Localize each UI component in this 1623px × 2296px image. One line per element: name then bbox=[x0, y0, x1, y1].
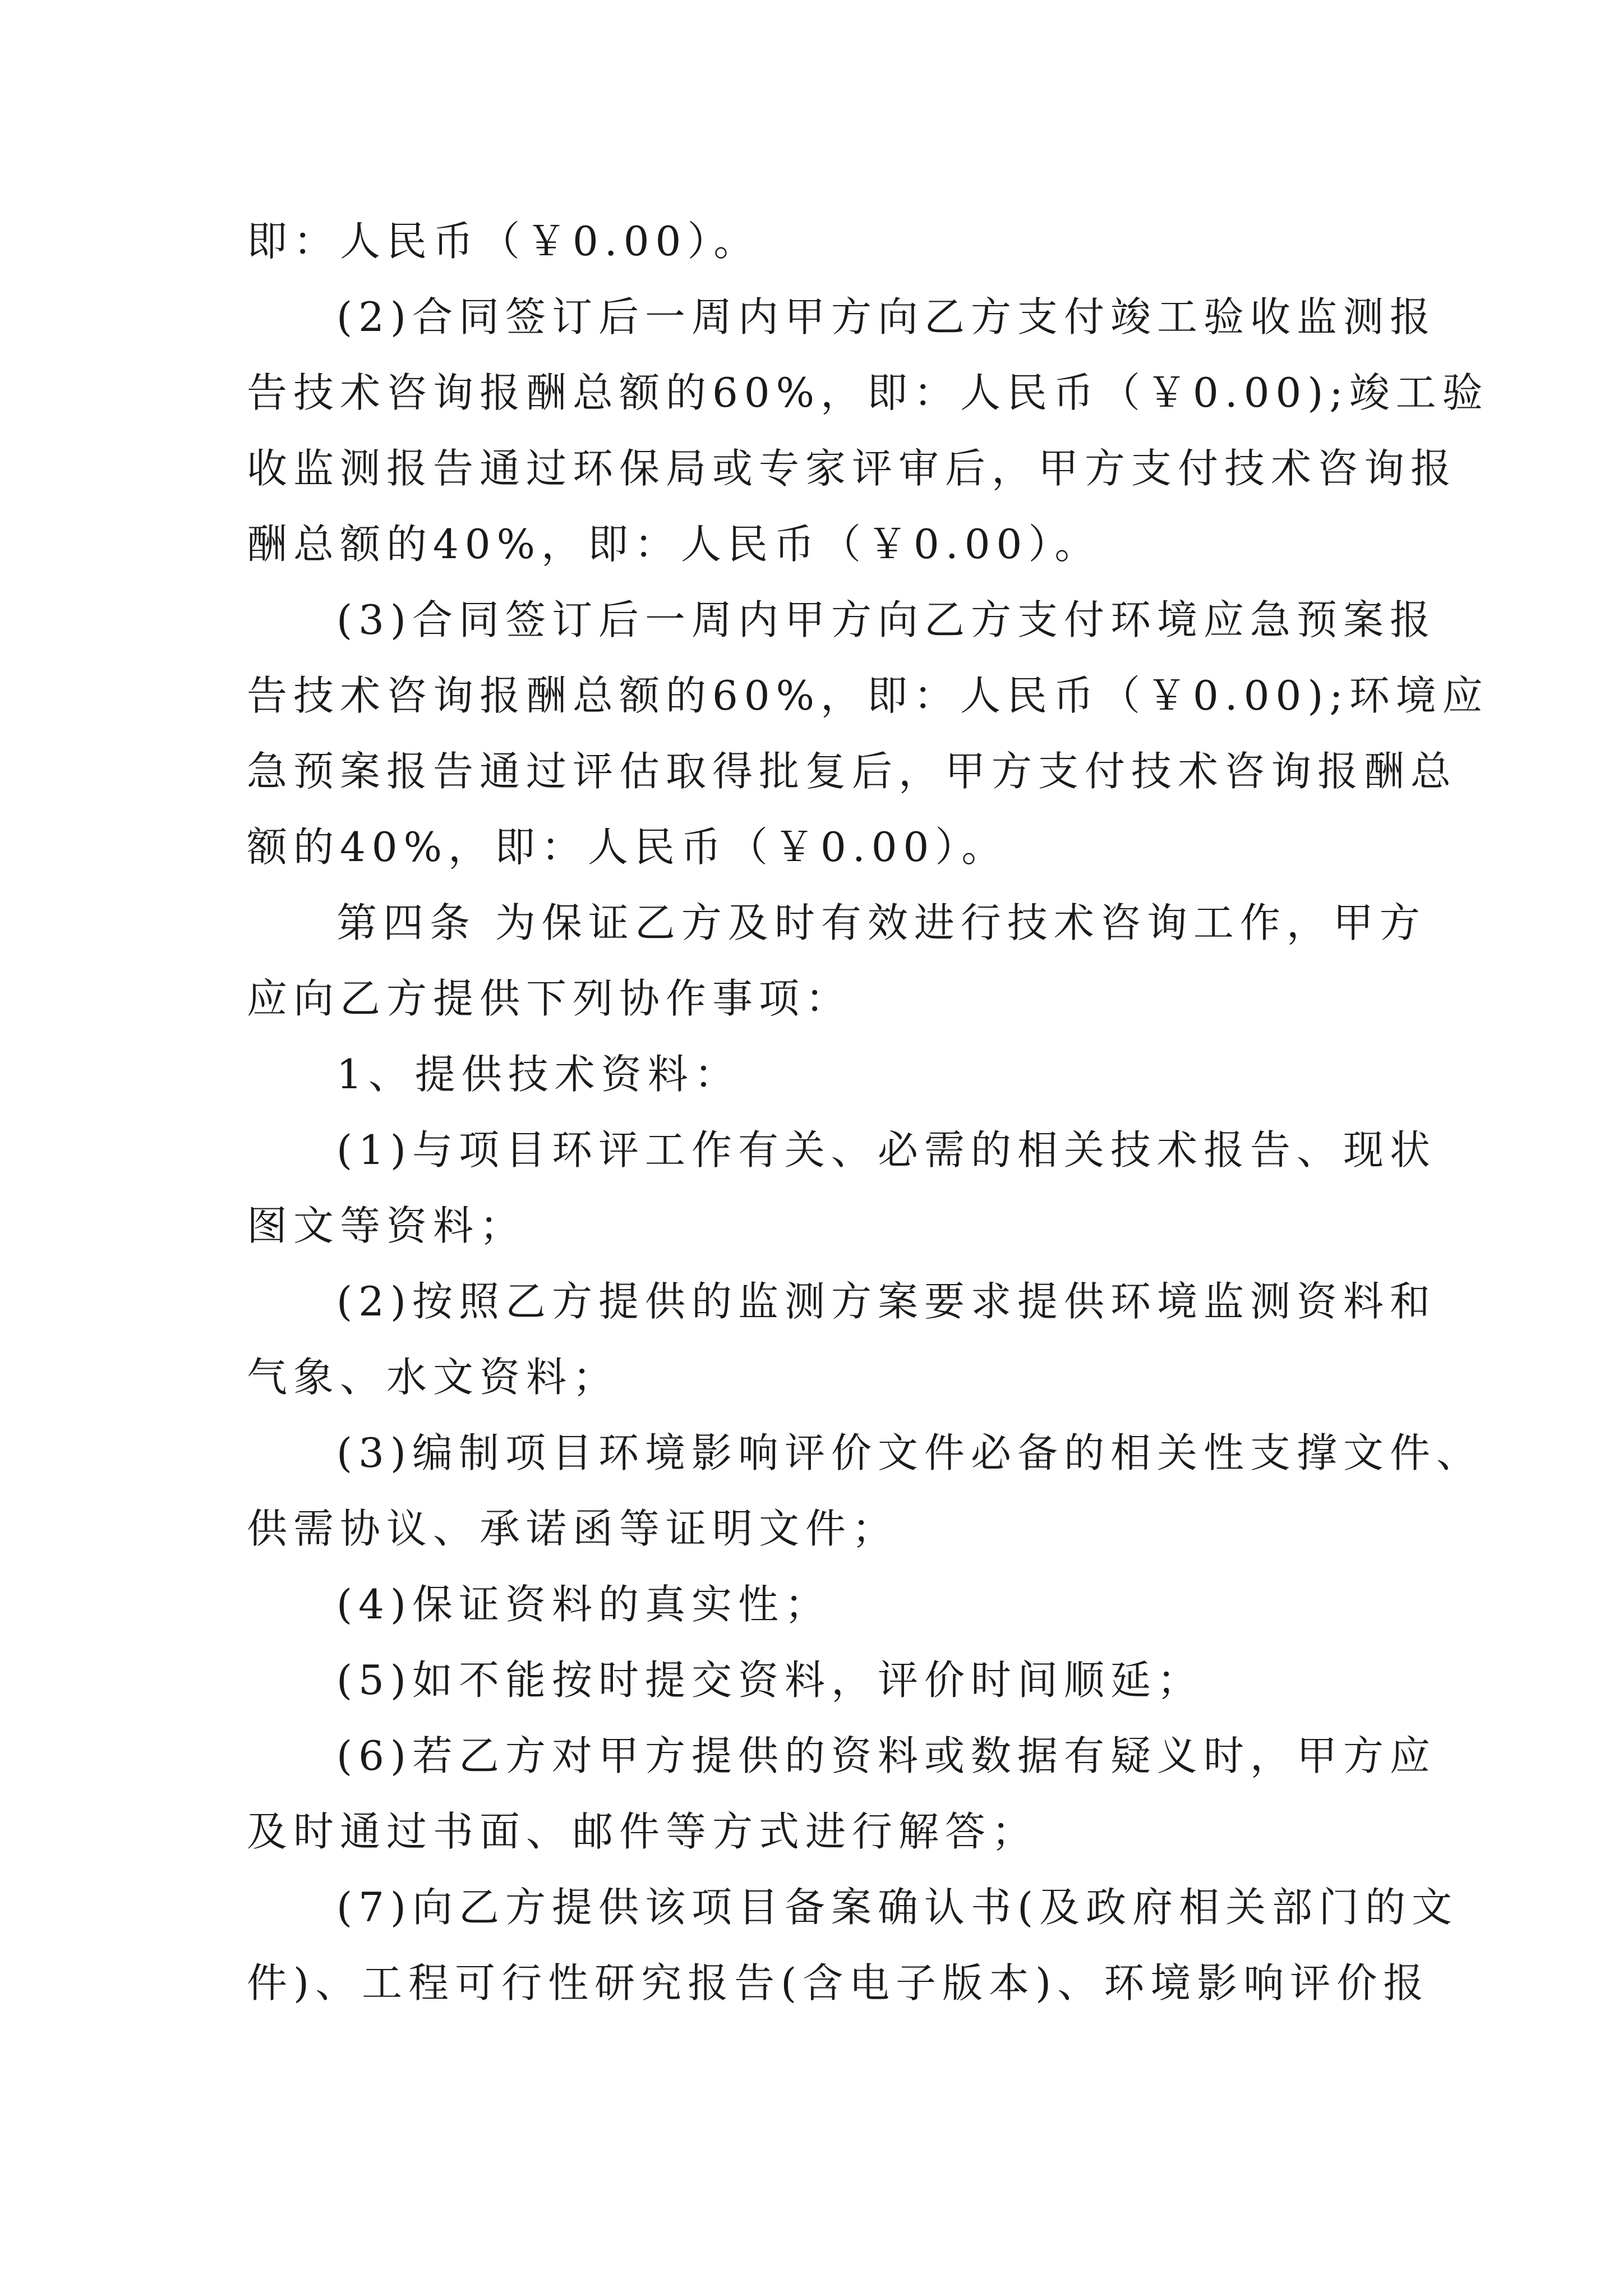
text-line: (5)如不能按时提交资料，评价时间顺延； bbox=[336, 1657, 1204, 1704]
text-line: (1)与项目环评工作有关、必需的相关技术报告、现状 bbox=[336, 1126, 1436, 1174]
text-line: 告技术咨询报酬总额的60%，即：人民币（￥0.00);环境应 bbox=[247, 672, 1489, 719]
text-line: 图文等资料； bbox=[247, 1202, 527, 1249]
text-line: (6)若乙方对甲方提供的资料或数据有疑义时，甲方应 bbox=[336, 1732, 1436, 1779]
text-line: 应向乙方提供下列协作事项： bbox=[247, 975, 852, 1022]
text-line: 额的40%，即：人民币（￥0.00）。 bbox=[247, 823, 1008, 871]
text-line: 收监测报告通过环保局或专家评审后，甲方支付技术咨询报 bbox=[247, 445, 1458, 492]
text-line: (4)保证资料的真实性； bbox=[336, 1581, 831, 1628]
text-line: 即：人民币（￥0.00）。 bbox=[247, 218, 760, 265]
text-line: (3)编制项目环境影响评价文件必备的相关性支撑文件、 bbox=[336, 1429, 1483, 1476]
text-line: 1、提供技术资料： bbox=[336, 1051, 741, 1098]
text-line: 气象、水文资料； bbox=[247, 1354, 620, 1401]
text-line: (3)合同签订后一周内甲方向乙方支付环境应急预案报 bbox=[336, 596, 1436, 643]
text-line: 告技术咨询报酬总额的60%，即：人民币（￥0.00);竣工验 bbox=[247, 369, 1489, 416]
text-line: 急预案报告通过评估取得批复后，甲方支付技术咨询报酬总 bbox=[247, 748, 1458, 795]
text-line: 第四条 为保证乙方及时有效进行技术咨询工作，甲方 bbox=[336, 899, 1426, 946]
text-line: (2)合同签订后一周内甲方向乙方支付竣工验收监测报 bbox=[336, 293, 1436, 341]
text-line: 供需协议、承诺函等证明文件； bbox=[247, 1505, 899, 1552]
text-line: (7)向乙方提供该项目备案确认书(及政府相关部门的文 bbox=[336, 1884, 1459, 1931]
text-line: 件)、工程可行性研究报告(含电子版本)、环境影响评价报 bbox=[247, 1959, 1430, 2007]
text-line: 及时通过书面、邮件等方式进行解答； bbox=[247, 1808, 1039, 1855]
text-line: 酬总额的40%，即：人民币（￥0.00）。 bbox=[247, 521, 1101, 568]
text-line: (2)按照乙方提供的监测方案要求提供环境监测资料和 bbox=[336, 1278, 1436, 1325]
